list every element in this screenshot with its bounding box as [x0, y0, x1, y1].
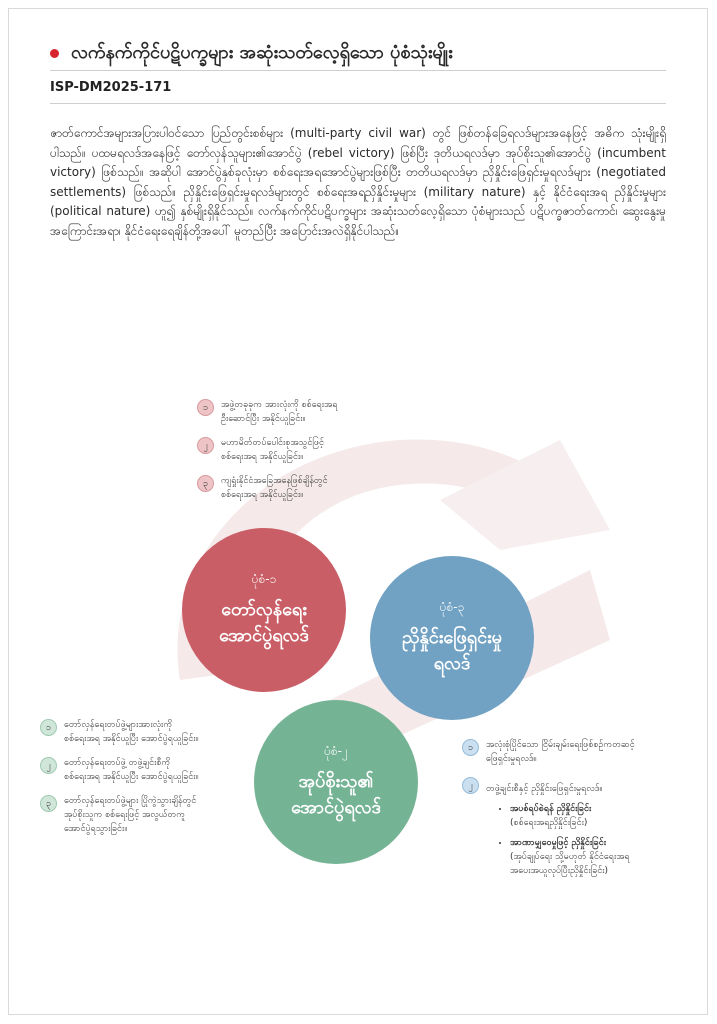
number-badge: ၂	[462, 777, 479, 794]
list-item	[40, 718, 270, 746]
sub-list-item	[510, 836, 630, 878]
header	[50, 40, 670, 67]
intro-paragraph: ဇာတ်ကောင်အများအပြားပါဝင်သော ပြည်တွင်းစစ်များ (multi-party civil war) တွင် ဖြစ်တန်ခြေရလဒ်များအနေဖြင့် အဓိက သုံးမျိုးရှိပါသည်။ ပထမရလဒ်အနေဖြင့် တော်လှန်သူများ၏အောင်ပွဲ (rebel victory) ဖြစ်ပြီး ဒုတိယရလဒ်မှာ အုပ်စိုးသူ၏အောင်ပွဲ (incumbent victory) ဖြစ်သည်။ အဆိုပါ အောင်ပွဲနှစ်ခုလုံးမှာ စစ်ရေးအရအောင်ပွဲများဖြစ်ပြီး တတိယရလဒ်မှာ ညှိနှိုင်းဖြေရှင်းမှုရလဒ်များ (negotiated settlements) ဖြစ်သည်။ ညှိနှိုင်းဖြေရှင်းမှုရလဒ်များတွင် စစ်ရေးအရညှိနှိုင်းမှုများ (military nature) နှင့် နိုင်ငံရေးအရ ညှိနှိုင်းမှုများ (political nature) ဟူ၍ နှစ်မျိုးရှိနိုင်သည်။ လက်နက်ကိုင်ပဋိပက္ခများ အဆုံးသတ်လေ့ရှိသော ပုံစံများသည် ပဋိပက္ခဇာတ်ကောင်၊ ဆွေးနွေးမှုအကြောင်းအရာ၊ နိုင်ငံရေးရေချိန်တို့အပေါ် မူတည်ပြီး အပြောင်းအလဲရှိနိုင်ပါသည်။	[50, 126, 666, 238]
list-pattern-2	[40, 718, 270, 846]
list-pattern-1	[197, 398, 397, 512]
sub-item-heading: အာဏာမျှဝေမှုဖြင့် ညှိနှိုင်းခြင်း	[510, 838, 606, 848]
pattern-2-label: ပုံစံ-၂	[324, 744, 348, 758]
pattern-1-circle	[182, 528, 346, 692]
sub-item-heading: အပစ်ရပ်စဲရန် ညှိနှိုင်းခြင်း	[510, 804, 592, 814]
pattern-1-title: တော်လှန်ရေး အောင်ပွဲရလဒ်	[219, 599, 309, 646]
number-badge: ၁	[462, 739, 479, 756]
number-badge: ၂	[40, 757, 57, 774]
list-pattern-3	[462, 738, 702, 894]
list-item-text: မဟာမိတ်တပ်ပေါင်းစုအသွင်ဖြင့် စစ်ရေးအရ အနိုင်ယူခြင်း။	[221, 438, 324, 462]
page-title: လက်နက်ကိုင်ပဋိပက္ခများ အဆုံးသတ်လေ့ရှိသော ပုံစံသုံးမျိုး	[71, 42, 453, 63]
sub-item-detail: (စစ်ရေးအရညှိနှိုင်းခြင်း)	[510, 818, 588, 828]
sub-item-detail: (အုပ်ချုပ်ရေး သို့မဟုတ် နိုင်ငံရေးအရ အပေးအယူလုပ်ပြီးညှိနှိုင်းခြင်း)	[510, 852, 630, 876]
number-badge: ၃	[40, 795, 57, 812]
number-badge: ၃	[197, 475, 214, 492]
pattern-2-circle	[254, 700, 418, 864]
list-item	[197, 398, 397, 426]
pattern-3-circle	[370, 556, 534, 720]
pattern-3-label: ပုံစံ-၃	[439, 600, 465, 614]
list-item	[462, 738, 702, 766]
pattern-2-title: အုပ်စိုးသူ၏ အောင်ပွဲရလဒ်	[291, 771, 381, 818]
list-item-text: တဖွဲ့ချင်းစီနှင့် ညှိနှိုင်းဖြေရှင်းမှုရလဒ်။	[486, 784, 603, 794]
pattern-1-label: ပုံစံ-၁	[251, 572, 277, 586]
number-badge: ၁	[40, 719, 57, 736]
divider	[50, 70, 666, 71]
list-item-text: တော်လှန်ရေးတပ်ဖွဲ့များ ပြိုကွဲသွားချိန်တွင် အုပ်စိုးသူက စစ်ရေးဖြင့် အလွယ်တကူ အောင်ပွဲရသွားခြင်း။	[64, 796, 197, 834]
list-item-text: တော်လှန်ရေးတပ်ဖွဲ့များအားလုံးကို စစ်ရေးအရ အနိုင်ယူပြီး အောင်ပွဲရယူခြင်း။	[64, 720, 199, 744]
bullet-dot-icon	[50, 49, 59, 58]
list-item-text: ကျရှုံးနိုင်ငံအခြေအနေဖြစ်ချိန်တွင် စစ်ရေးအရ အနိုင်ယူခြင်း။	[221, 476, 328, 500]
sub-list	[510, 802, 630, 878]
list-item	[197, 474, 397, 502]
pattern-3-title: ညှိနှိုင်းဖြေရှင်းမှု ရလဒ်	[402, 627, 502, 674]
divider	[50, 103, 666, 104]
list-item-text: အလုံးစုံပြိုင်သော ငြိမ်းချမ်းရေးဖြစ်စဉ်ကတဆင့် ဖြေရှင်းမှုရလဒ်။	[486, 740, 635, 764]
list-item-text: တော်လှန်ရေးတပ်ဖွဲ့ တဖွဲ့ချင်းစီကို စစ်ရေးအရ အနိုင်ယူပြီး အောင်ပွဲရယူခြင်း။	[64, 758, 199, 782]
list-item	[40, 756, 270, 784]
number-badge: ၁	[197, 399, 214, 416]
list-item-text: အဖွဲ့တခုခုက အားလုံးကို စစ်ရေးအရ ဦးဆောင်ပြီး အနိုင်ယူခြင်း။	[221, 400, 338, 424]
sub-list-item	[510, 802, 630, 830]
list-item	[40, 794, 270, 836]
number-badge: ၂	[197, 437, 214, 454]
list-item	[197, 436, 397, 464]
list-item	[462, 776, 702, 884]
document-id: ISP-DM2025-171	[50, 80, 172, 95]
